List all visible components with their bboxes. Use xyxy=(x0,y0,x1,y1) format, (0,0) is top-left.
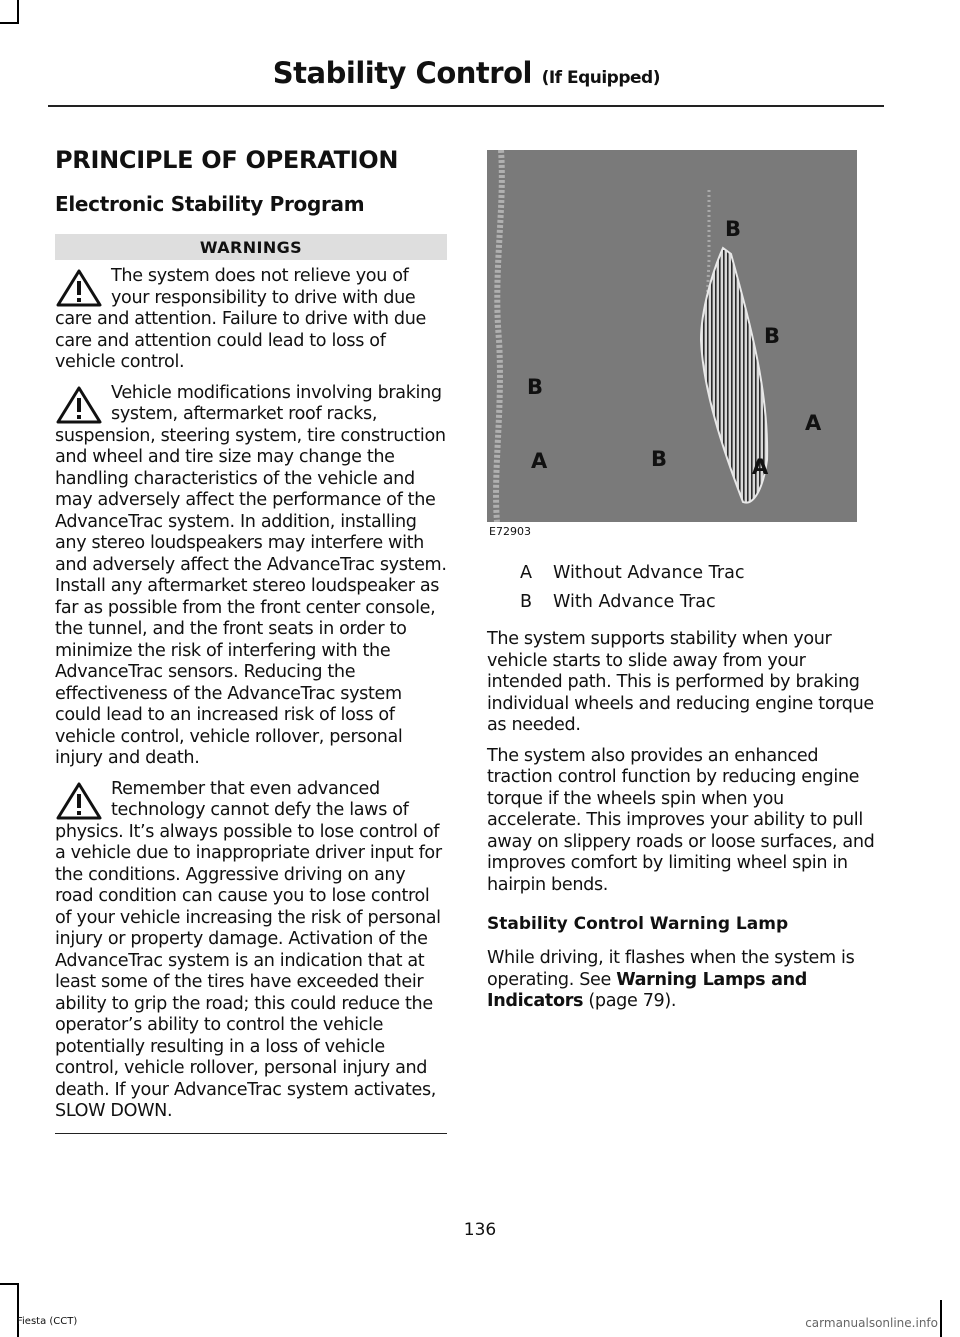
warning-item xyxy=(55,383,447,770)
section-subheading: Electronic Stability Program xyxy=(55,192,365,216)
cross-reference-link[interactable]: Warning Lamps and Indicators xyxy=(487,969,808,1011)
lamp-heading: Stability Control Warning Lamp xyxy=(487,914,789,934)
warning-triangle-icon xyxy=(55,781,103,821)
crop-mark xyxy=(940,1300,942,1337)
crop-mark xyxy=(0,22,19,24)
legend-key: B xyxy=(520,592,533,612)
page-header-title xyxy=(273,56,660,90)
warnings-header: WARNINGS xyxy=(55,234,447,260)
legend-text: With Advance Trac xyxy=(553,592,716,612)
warning-triangle-icon xyxy=(55,385,103,425)
section-heading: PRINCIPLE OF OPERATION xyxy=(55,146,399,174)
legend-key: A xyxy=(520,563,533,583)
road-edge-left xyxy=(496,150,502,522)
label-a: A xyxy=(805,411,822,435)
left-column xyxy=(55,146,447,1134)
label-b: B xyxy=(764,324,781,348)
figure-code: E72903 xyxy=(489,525,531,538)
warning-item xyxy=(55,266,447,374)
lamp-paragraph xyxy=(487,948,880,1013)
label-a: A xyxy=(531,449,548,473)
right-column xyxy=(487,150,880,1013)
legend-item xyxy=(487,563,880,583)
header-subtitle: (If Equipped) xyxy=(541,68,660,88)
warning-triangle-icon xyxy=(55,268,103,308)
warning-text: Vehicle modifications involving braking system, aftermarket roof racks, suspension, steering system, tire construction and wheel and tire size may change the handling characteristics of the vehicle and may adversely affect the performance of the AdvanceTrac system. In addition, installing any stereo loudspeakers may interfere with and adversely affect the AdvanceTrac system. Install any aftermarket stereo loudspeaker as far as possible from the front center console, the tunnel, and the front seats in order to minimize the risk of interfering with the AdvanceTrac sensors. Reducing the effectiveness of the AdvanceTrac system could lead to an increased risk of loss of vehicle control, vehicle rollover, personal injury and death. xyxy=(55,382,447,768)
body-paragraph: The system supports stability when your vehicle starts to slide away from your intended path. This is performed by braking individual wheels and reducing engine torque as needed. xyxy=(487,629,874,735)
warnings-end-divider xyxy=(55,1133,447,1135)
footer-model: Fiesta (CCT) xyxy=(17,1316,78,1327)
warning-item xyxy=(55,779,447,1123)
lamp-text: While driving, it flashes when the system is operating. See xyxy=(487,948,855,990)
lamp-page-ref: (page 79). xyxy=(583,991,677,1011)
header-divider xyxy=(48,105,884,107)
crop-mark xyxy=(17,1283,19,1337)
label-b: B xyxy=(725,217,742,241)
legend-item xyxy=(487,592,880,612)
stability-diagram-svg xyxy=(487,150,857,522)
body-paragraph: The system also provides an enhanced traction control function by reducing engine torque if the wheels spin when you accelerate. This improves your ability to pull away on slippery roads or loose surfaces, and improves comfort by limiting wheel spin in hairpin bends. xyxy=(487,745,875,895)
header-title-text: Stability Control xyxy=(272,56,532,90)
label-b: B xyxy=(527,375,544,399)
warning-text: Remember that even advanced technology cannot defy the laws of physics. It’s always possible to lose control of a vehicle due to inappropriate driver input for the conditions. Aggressive driving on any road condition can cause you to lose control of your vehicle increasing the risk of personal injury or property damage. Activation of the AdvanceTrac system is an indication that at least some of the tires have exceeded their ability to grip the road; this could reduce the operator’s ability to control the vehicle potentially resulting in a loss of vehicle control, vehicle rollover, personal injury and death. If your AdvanceTrac system activates, SLOW DOWN. xyxy=(55,778,442,1121)
label-a: A xyxy=(752,455,769,479)
stability-diagram xyxy=(487,150,857,522)
legend-text: Without Advance Trac xyxy=(553,563,745,583)
page-number: 136 xyxy=(463,1220,497,1240)
crop-mark xyxy=(17,0,19,24)
label-b: B xyxy=(651,447,668,471)
crop-mark xyxy=(0,1283,19,1285)
warning-text: The system does not relieve you of your responsibility to drive with due care and attention. Failure to drive with due care and attention could lead to loss of vehicle control. xyxy=(55,266,427,372)
footer-website: carmanualsonline.info xyxy=(805,1316,938,1330)
figure-legend xyxy=(487,563,880,612)
